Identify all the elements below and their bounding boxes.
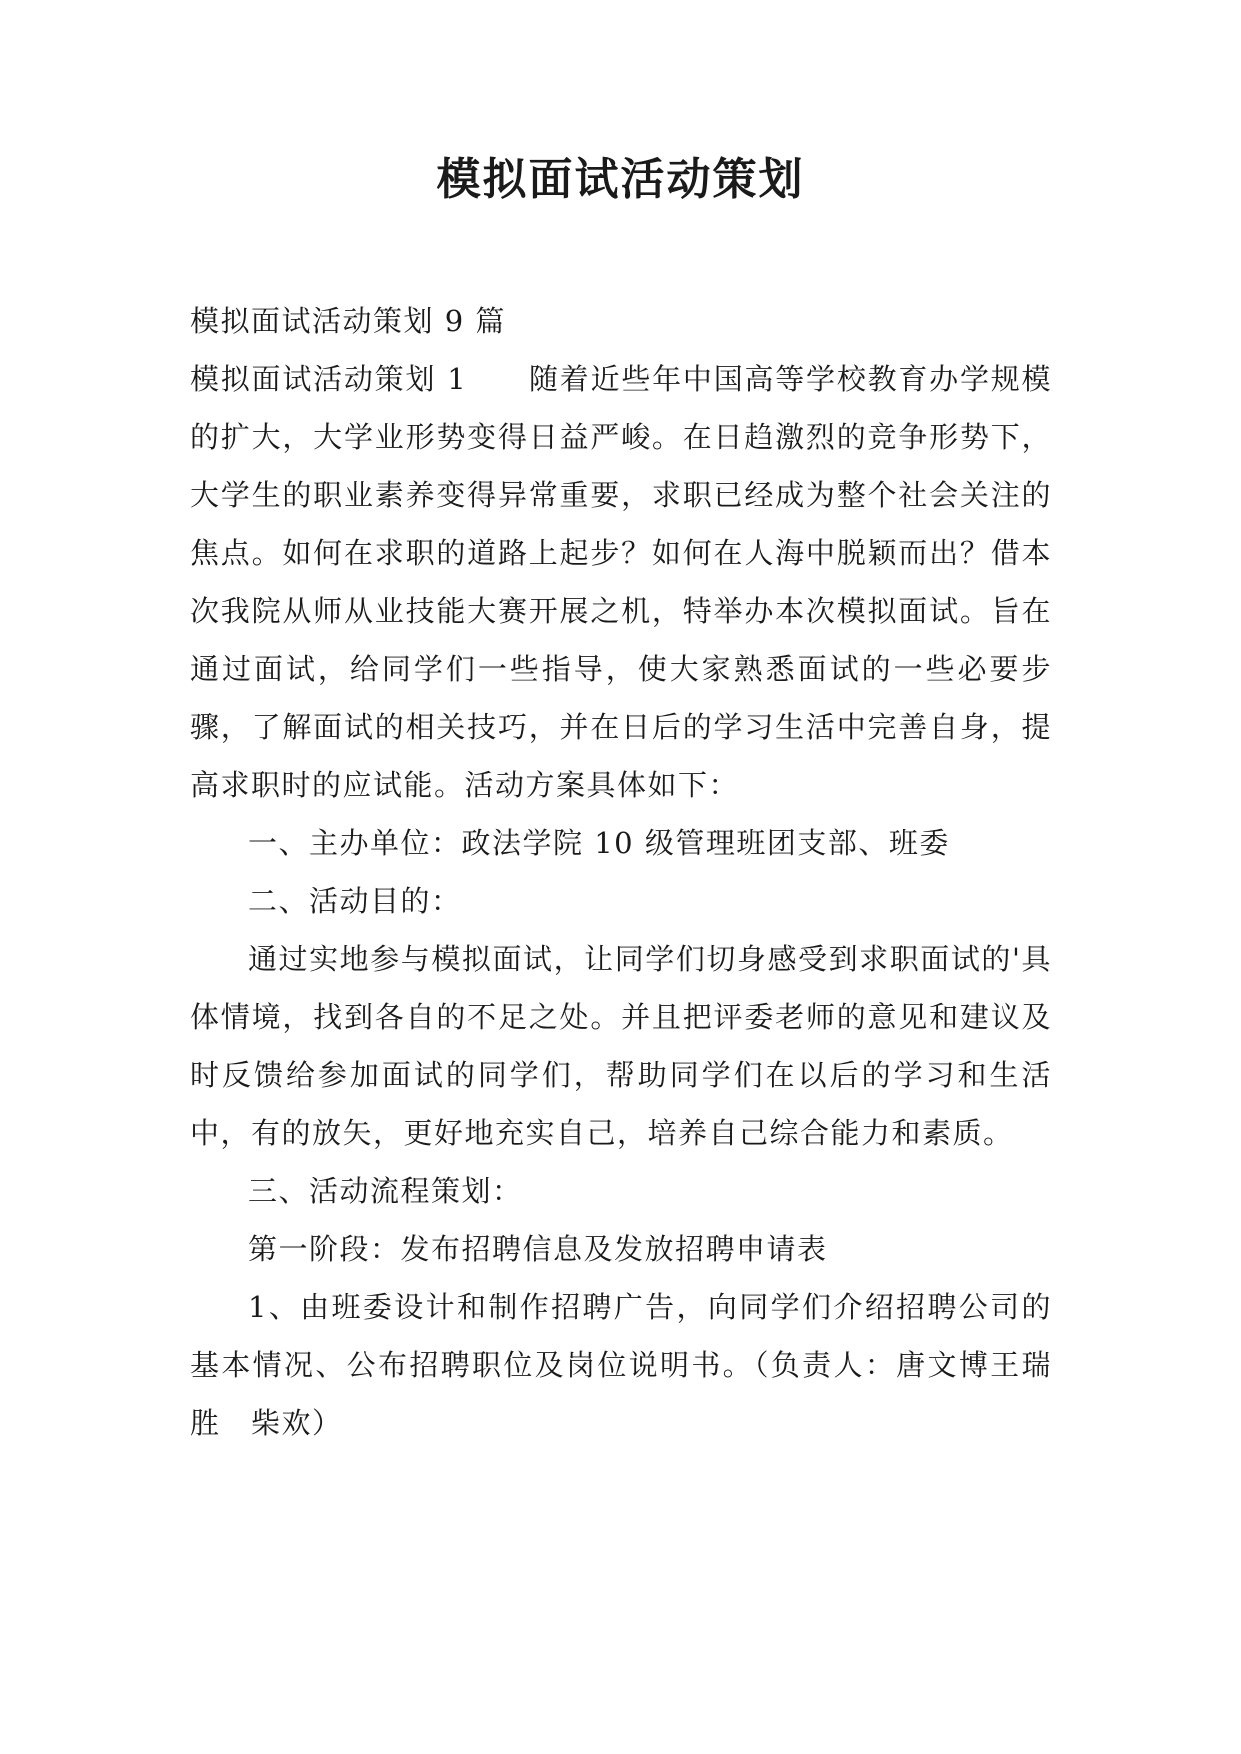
document-body xyxy=(190,292,1052,1452)
section-process-heading: 三、活动流程策划： xyxy=(248,1174,523,1208)
document-title: 模拟面试活动策划 xyxy=(436,154,805,205)
intro-paragraph: 模拟面试活动策划 1 随着近些年中国高等学校教育办学规模的扩大，大学业形势变得日益严峻。在日趋激烈的竞争形势下，大学生的职业素养变得异常重要，求职已经成为整个社会关注的焦点。如何在求职的道路上起步？如何在人海中脱颖而出？借本次我院从师从业技能大赛开展之机，特举办本次模拟面试。旨在通过面试，给同学们一些指导，使大家熟悉面试的一些必要步骤，了解面试的相关技巧，并在日后的学习生活中完善自身，提高求职时的应试能。活动方案具体如下： xyxy=(190,362,1052,802)
section-purpose-heading: 二、活动目的： xyxy=(248,884,462,918)
subtitle-paragraph: 模拟面试活动策划 9 篇 xyxy=(190,304,506,338)
stage-one-item-paragraph: 1、由班委设计和制作招聘广告，向同学们介绍招聘公司的基本情况、公布招聘职位及岗位说明书。（负责人：唐文博王瑞胜 柴欢） xyxy=(190,1290,1052,1440)
stage-one-heading: 第一阶段：发布招聘信息及发放招聘申请表 xyxy=(248,1232,828,1266)
purpose-paragraph: 通过实地参与模拟面试，让同学们切身感受到求职面试的'具体情境，找到各自的不足之处。并且把评委老师的意见和建议及时反馈给参加面试的同学们，帮助同学们在以后的学习和生活中，有的放矢，更好地充实自己，培养自己综合能力和素质。 xyxy=(190,942,1052,1150)
section-organizer-paragraph: 一、主办单位：政法学院 10 级管理班团支部、班委 xyxy=(248,826,950,860)
